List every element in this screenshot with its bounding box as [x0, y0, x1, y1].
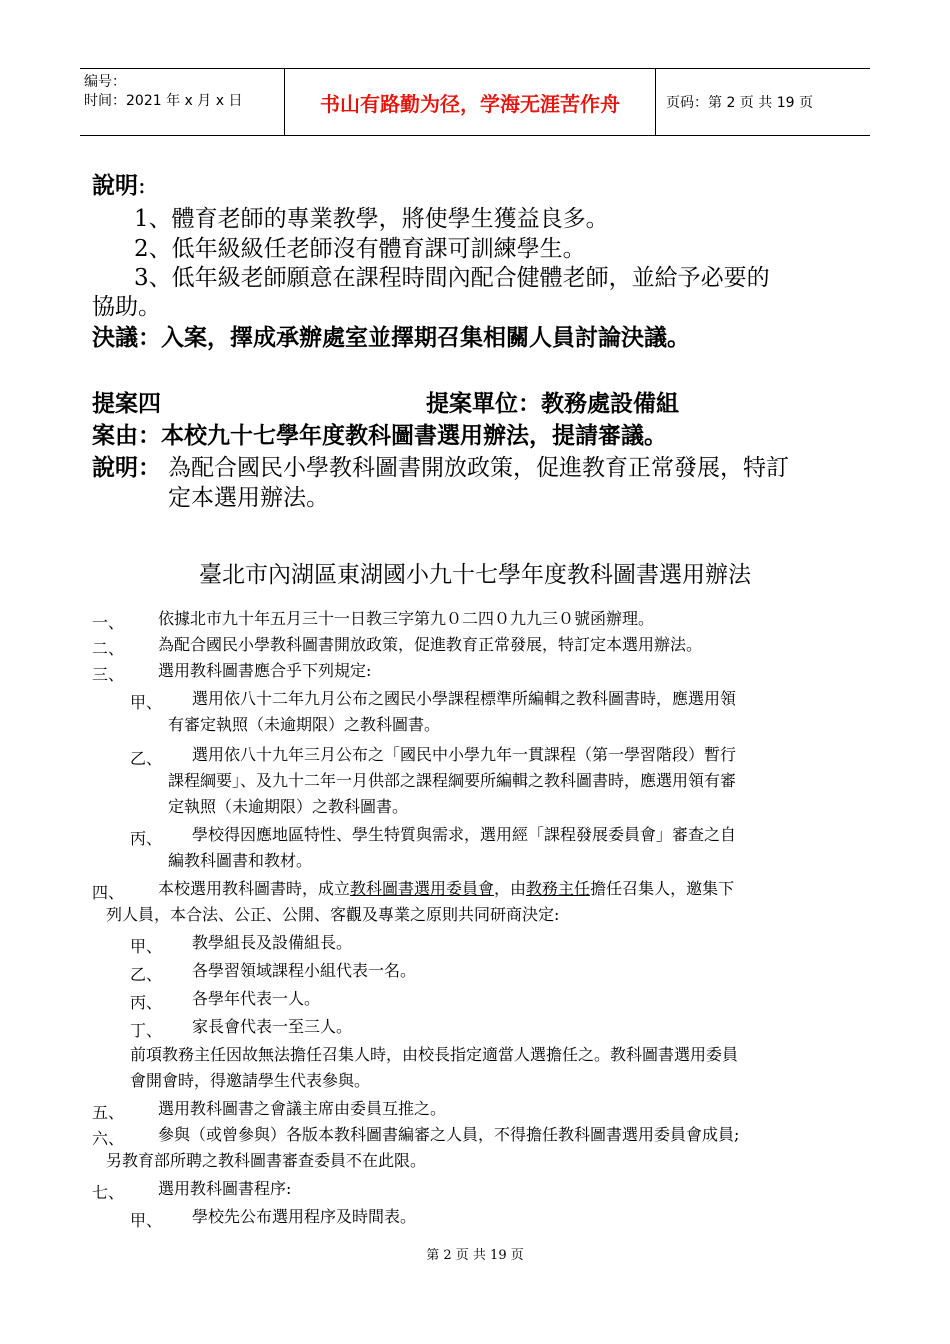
rule-text: 為配合國民小學教科圖書開放政策，促進教育正常發展，特訂定本選用辦法。 — [158, 635, 703, 654]
committee-name: 教科圖書選用委員會 — [350, 879, 495, 898]
rule-text: 選用依八十九年三月公布之「國民中小學九年一貫課程（第一學習階段）暫行 — [192, 745, 737, 764]
convener-role: 教務主任 — [526, 879, 591, 898]
rule-number: 六、 — [92, 1129, 125, 1148]
rule-number: 乙、 — [130, 965, 163, 984]
rule-number: 四、 — [92, 883, 125, 902]
rule-number: 三、 — [92, 665, 125, 684]
rule-text: 各學習領域課程小組代表一名。 — [192, 961, 417, 980]
explain-item: 1、體育老師的專業教學，將使學生獲益良多。 — [134, 206, 609, 232]
page-footer: 第 2 页 共 19 页 — [426, 1248, 524, 1263]
rule-number: 七、 — [92, 1183, 125, 1202]
header-id: 编号： — [84, 74, 126, 90]
proposal-unit: 提案單位：教務處設備組 — [426, 390, 679, 417]
explain-item: 3、低年級老師願意在課程時間內配合健體老師，並給予必要的 — [134, 265, 770, 291]
proposal-explain-line: 定本選用辦法。 — [168, 485, 329, 511]
proposal-cause: 案由：本校九十七學年度教科圖書選用辦法，提請審議。 — [92, 422, 667, 449]
proposal-title: 提案四 — [92, 390, 161, 417]
rule-text: 選用依八十二年九月公布之國民小學課程標準所編輯之教科圖書時，應選用領 — [192, 689, 737, 708]
header-meta — [80, 69, 284, 135]
rule-text: 另教育部所聘之教科圖書審查委員不在此限。 — [106, 1151, 427, 1170]
rule-number: 丙、 — [130, 993, 163, 1012]
rule-number: 丁、 — [130, 1021, 163, 1040]
rule-text: 定執照（未逾期限）之教科圖書。 — [168, 797, 409, 816]
rule-number: 甲、 — [130, 937, 163, 956]
proposal-explain-label: 說明： — [92, 454, 161, 481]
explain-heading: 說明: — [92, 172, 146, 199]
rule-number: 一、 — [92, 613, 125, 632]
proposal-explain-line: 為配合國民小學教科圖書開放政策，促進教育正常發展，特訂 — [168, 455, 789, 481]
rule-number: 乙、 — [130, 749, 163, 768]
rule-text: 前項教務主任因故無法擔任召集人時，由校長指定適當人選擔任之。教科圖書選用委員 — [130, 1045, 739, 1064]
rule-text: 學校得因應地區特性、學生特質與需求，選用經「課程發展委員會」審查之自 — [192, 825, 737, 844]
rule-text: 選用教科圖書應合乎下列規定: — [158, 661, 372, 680]
rule-number: 丙、 — [130, 829, 163, 848]
resolution: 決議：入案，擇成承辦處室並擇期召集相關人員討論決議。 — [92, 324, 690, 351]
rule-text: 課程綱要」、及九十二年一月供部之課程綱要所編輯之教科圖書時，應選用領有審 — [168, 771, 737, 790]
explain-item: 協助。 — [92, 294, 161, 320]
rule-text: 選用教科圖書之會議主席由委員互推之。 — [158, 1099, 447, 1118]
rule-text: 教學組長及設備組長。 — [192, 933, 353, 952]
rule-text: 會開會時，得邀請學生代表參與。 — [130, 1071, 371, 1090]
rule-number: 甲、 — [130, 693, 163, 712]
rule-text: 有審定執照（未逾期限）之教科圖書。 — [168, 715, 441, 734]
header-page-count: 页码：第 2 页 共 19 页 — [666, 95, 813, 111]
rule-text: 參與（或曾參與）各版本教科圖書編審之人員，不得擔任教科圖書選用委員會成員; — [158, 1125, 740, 1144]
rule-text: 選用教科圖書程序: — [158, 1179, 292, 1198]
rule-number: 五、 — [92, 1103, 125, 1122]
rule-text: 家長會代表一至三人。 — [192, 1017, 353, 1036]
rule-text: 本校選用教科圖書時，成立教科圖書選用委員會，由教務主任擔任召集人，邀集下 — [158, 879, 735, 898]
page-header — [80, 68, 870, 136]
rule-number: 甲、 — [130, 1211, 163, 1230]
explain-item: 2、低年級級任老師沒有體育課可訓練學生。 — [134, 236, 586, 262]
rule-text: 學校先公布選用程序及時間表。 — [192, 1207, 417, 1226]
rule-text: 編教科圖書和教材。 — [168, 851, 313, 870]
header-date: 时间：2021 年 x 月 x 日 — [84, 93, 243, 109]
doc-title: 臺北市內湖區東湖國小九十七學年度教科圖書選用辦法 — [199, 562, 751, 588]
rule-text: 各學年代表一人。 — [192, 989, 321, 1008]
rule-text: 依據北市九十年五月三十一日教三字第九０二四０九九三０號函辦理。 — [158, 609, 655, 628]
header-slogan: 书山有路勤为径，学海无涯苦作舟 — [284, 69, 656, 135]
rule-text: 列人員，本合法、公正、公開、客觀及專業之原則共同研商決定: — [106, 905, 560, 924]
rule-number: 二、 — [92, 639, 125, 658]
